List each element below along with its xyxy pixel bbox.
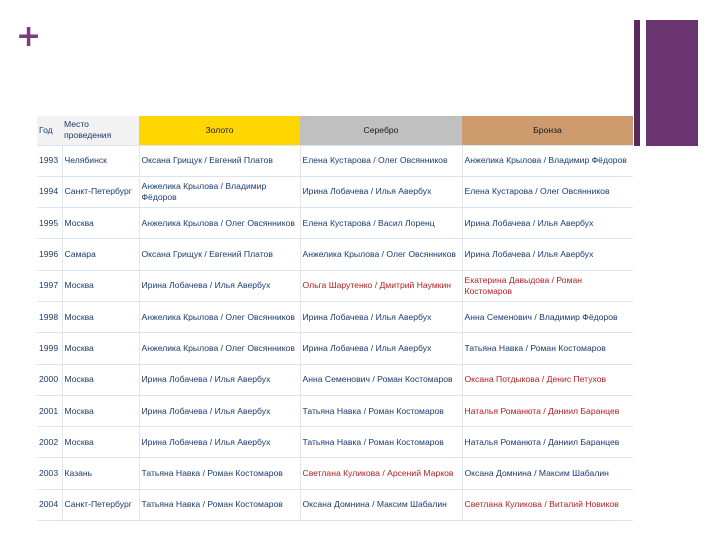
table-row <box>37 395 633 426</box>
cell-year: 1995 <box>37 208 62 239</box>
cell-silver: Елена Кустарова / Олег Овсянников <box>300 145 462 176</box>
table-row <box>37 427 633 458</box>
cell-gold: Ирина Лобачева / Илья Авербух <box>139 427 300 458</box>
cell-place: Москва <box>62 427 139 458</box>
cell-year: 1993 <box>37 145 62 176</box>
decorative-bar-block <box>646 20 698 146</box>
table-row <box>37 208 633 239</box>
header-place: Место проведения <box>62 116 139 145</box>
cell-place: Москва <box>62 364 139 395</box>
cell-year: 1998 <box>37 301 62 332</box>
cell-bronze: Анжелика Крылова / Владимир Фёдоров <box>462 145 633 176</box>
cell-bronze: Оксана Потдыкова / Денис Петухов <box>462 364 633 395</box>
cell-year: 1997 <box>37 270 62 301</box>
cell-place: Москва <box>62 395 139 426</box>
table-row <box>37 239 633 270</box>
decorative-bar-thin <box>634 20 640 146</box>
table-body <box>37 145 633 521</box>
table-row <box>37 301 633 332</box>
header-bronze: Бронза <box>462 116 633 145</box>
cell-bronze: Светлана Куликова / Виталий Новиков <box>462 489 633 520</box>
table-row <box>37 176 633 207</box>
cell-place: Москва <box>62 270 139 301</box>
cell-gold: Оксана Грищук / Евгений Платов <box>139 239 300 270</box>
cell-silver: Ольга Шарутенко / Дмитрий Наумкин <box>300 270 462 301</box>
header-silver: Серебро <box>300 116 462 145</box>
cell-gold: Оксана Грищук / Евгений Платов <box>139 145 300 176</box>
cell-silver: Ирина Лобачева / Илья Авербух <box>300 333 462 364</box>
cell-gold: Ирина Лобачева / Илья Авербух <box>139 364 300 395</box>
cell-gold: Анжелика Крылова / Олег Овсянников <box>139 333 300 364</box>
cell-silver: Ирина Лобачева / Илья Авербух <box>300 176 462 207</box>
cell-gold: Ирина Лобачева / Илья Авербух <box>139 395 300 426</box>
table-row <box>37 489 633 520</box>
cell-gold: Анжелика Крылова / Олег Овсянников <box>139 301 300 332</box>
cell-year: 1999 <box>37 333 62 364</box>
header-year: Год <box>37 116 62 145</box>
cell-bronze: Ирина Лобачева / Илья Авербух <box>462 208 633 239</box>
cell-bronze: Татьяна Навка / Роман Костомаров <box>462 333 633 364</box>
cell-bronze: Наталья Романюта / Даниил Баранцев <box>462 395 633 426</box>
cell-year: 2004 <box>37 489 62 520</box>
cell-gold: Татьяна Навка / Роман Костомаров <box>139 458 300 489</box>
medal-table <box>37 116 633 521</box>
cell-bronze: Екатерина Давыдова / Роман Костомаров <box>462 270 633 301</box>
header-gold: Золото <box>139 116 300 145</box>
cell-place: Москва <box>62 208 139 239</box>
cell-gold: Татьяна Навка / Роман Костомаров <box>139 489 300 520</box>
cell-bronze: Анна Семенович / Владимир Фёдоров <box>462 301 633 332</box>
cell-silver: Татьяна Навка / Роман Костомаров <box>300 427 462 458</box>
cell-gold: Ирина Лобачева / Илья Авербух <box>139 270 300 301</box>
cell-place: Москва <box>62 301 139 332</box>
cell-year: 1996 <box>37 239 62 270</box>
cell-place: Казань <box>62 458 139 489</box>
table-row <box>37 270 633 301</box>
cell-year: 2001 <box>37 395 62 426</box>
cell-bronze: Елена Кустарова / Олег Овсянников <box>462 176 633 207</box>
plus-icon: + <box>16 19 42 54</box>
cell-silver: Оксана Домнина / Максим Шабалин <box>300 489 462 520</box>
cell-silver: Елена Кустарова / Васил Лоренц <box>300 208 462 239</box>
cell-year: 2002 <box>37 427 62 458</box>
cell-bronze: Оксана Домнина / Максим Шабалин <box>462 458 633 489</box>
cell-year: 1994 <box>37 176 62 207</box>
cell-bronze: Наталья Романюта / Даниил Баранцев <box>462 427 633 458</box>
cell-silver: Татьяна Навка / Роман Костомаров <box>300 395 462 426</box>
cell-place: Самара <box>62 239 139 270</box>
table-row <box>37 145 633 176</box>
cell-year: 2000 <box>37 364 62 395</box>
cell-year: 2003 <box>37 458 62 489</box>
table-row <box>37 333 633 364</box>
cell-gold: Анжелика Крылова / Владимир Фёдоров <box>139 176 300 207</box>
cell-place: Санкт-Петербург <box>62 489 139 520</box>
cell-silver: Светлана Куликова / Арсений Марков <box>300 458 462 489</box>
cell-place: Челябинск <box>62 145 139 176</box>
table-header-row <box>37 116 633 145</box>
cell-silver: Ирина Лобачева / Илья Авербух <box>300 301 462 332</box>
table-row <box>37 364 633 395</box>
cell-place: Москва <box>62 333 139 364</box>
table-row <box>37 458 633 489</box>
cell-bronze: Ирина Лобачева / Илья Авербух <box>462 239 633 270</box>
cell-gold: Анжелика Крылова / Олег Овсянников <box>139 208 300 239</box>
cell-place: Санкт-Петербург <box>62 176 139 207</box>
cell-silver: Анна Семенович / Роман Костомаров <box>300 364 462 395</box>
cell-silver: Анжелика Крылова / Олег Овсянников <box>300 239 462 270</box>
